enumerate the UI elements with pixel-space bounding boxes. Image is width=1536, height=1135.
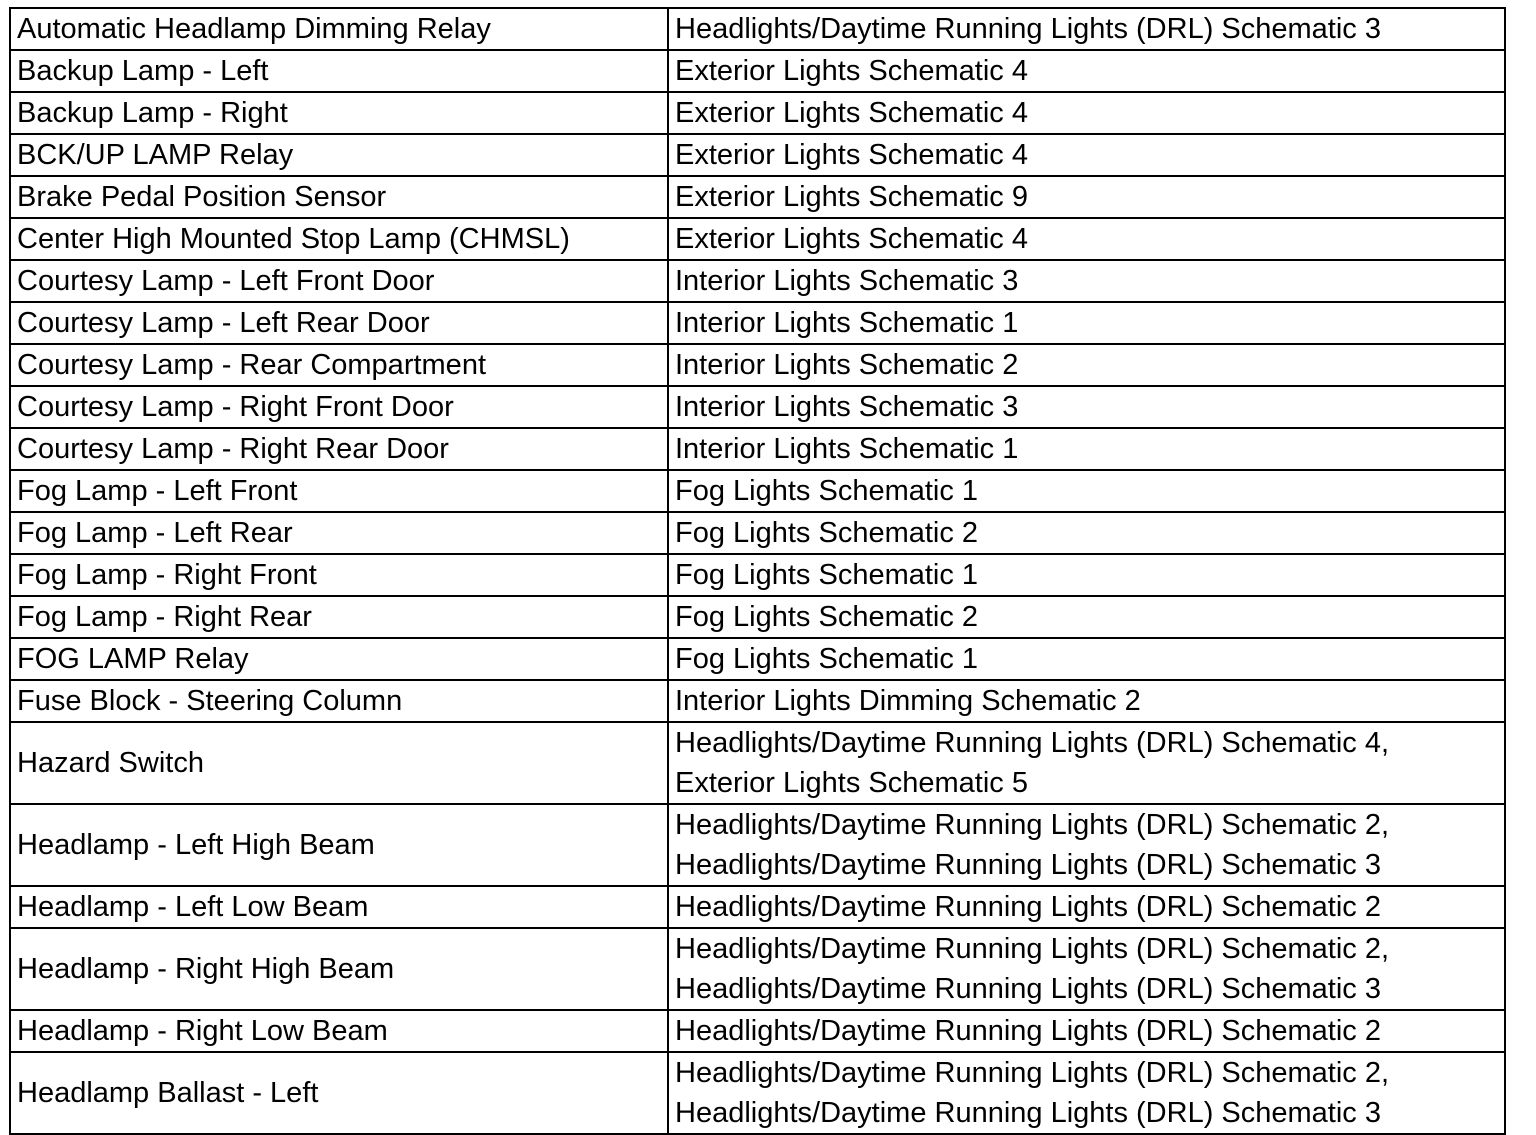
schematic-reference-cell	[668, 470, 1505, 512]
schematic-reference-line: Headlights/Daytime Running Lights (DRL) Schematic 2,	[675, 809, 1390, 841]
component-name-cell: Courtesy Lamp - Right Rear Door	[10, 428, 668, 470]
table-body	[10, 8, 1505, 1134]
component-name-cell: FOG LAMP Relay	[10, 638, 668, 680]
schematic-reference-line: Headlights/Daytime Running Lights (DRL) Schematic 4,	[675, 727, 1390, 759]
component-name-cell: BCK/UP LAMP Relay	[10, 134, 668, 176]
schematic-reference-cell	[668, 50, 1505, 92]
schematic-reference-line: Headlights/Daytime Running Lights (DRL) Schematic 2	[675, 891, 1381, 923]
schematic-reference-cell	[668, 1010, 1505, 1052]
table-row	[10, 428, 1505, 470]
component-name-cell: Courtesy Lamp - Left Rear Door	[10, 302, 668, 344]
schematic-reference-cell	[668, 1052, 1505, 1134]
component-name-cell: Headlamp - Right High Beam	[10, 928, 668, 1010]
component-name-cell: Automatic Headlamp Dimming Relay	[10, 8, 668, 50]
schematic-reference-cell	[668, 176, 1505, 218]
schematic-reference-cell	[668, 218, 1505, 260]
schematic-reference-line: Exterior Lights Schematic 5	[675, 767, 1028, 799]
schematic-reference-line: Exterior Lights Schematic 9	[675, 181, 1028, 213]
table-row	[10, 176, 1505, 218]
table-row	[10, 134, 1505, 176]
schematic-reference-cell	[668, 722, 1505, 804]
schematic-reference-cell	[668, 260, 1505, 302]
table-row	[10, 260, 1505, 302]
table-row	[10, 1052, 1505, 1134]
schematic-reference-line: Fog Lights Schematic 1	[675, 643, 979, 675]
table-row	[10, 302, 1505, 344]
component-name-cell: Backup Lamp - Left	[10, 50, 668, 92]
component-name-cell: Center High Mounted Stop Lamp (CHMSL)	[10, 218, 668, 260]
table-row	[10, 886, 1505, 928]
table-row	[10, 512, 1505, 554]
component-name-cell: Headlamp - Left Low Beam	[10, 886, 668, 928]
component-name-cell: Courtesy Lamp - Right Front Door	[10, 386, 668, 428]
schematic-reference-cell	[668, 8, 1505, 50]
schematic-reference-cell	[668, 886, 1505, 928]
table-row	[10, 50, 1505, 92]
component-name-cell: Headlamp Ballast - Left	[10, 1052, 668, 1134]
schematic-reference-line: Fog Lights Schematic 1	[675, 475, 979, 507]
component-name-cell: Fog Lamp - Left Front	[10, 470, 668, 512]
schematic-reference-cell	[668, 134, 1505, 176]
schematic-reference-cell	[668, 302, 1505, 344]
table-row	[10, 554, 1505, 596]
component-name-cell: Fog Lamp - Right Rear	[10, 596, 668, 638]
schematic-reference-line: Exterior Lights Schematic 4	[675, 55, 1028, 87]
component-name-cell: Headlamp - Right Low Beam	[10, 1010, 668, 1052]
schematic-reference-line: Interior Lights Dimming Schematic 2	[675, 685, 1141, 717]
schematic-reference-cell	[668, 512, 1505, 554]
component-name-cell: Brake Pedal Position Sensor	[10, 176, 668, 218]
schematic-reference-line: Exterior Lights Schematic 4	[675, 139, 1028, 171]
table-row	[10, 470, 1505, 512]
component-name-cell: Fuse Block - Steering Column	[10, 680, 668, 722]
component-location-table	[9, 7, 1506, 1135]
table-row	[10, 1010, 1505, 1052]
component-name-cell: Headlamp - Left High Beam	[10, 804, 668, 886]
schematic-reference-cell	[668, 804, 1505, 886]
table-row	[10, 596, 1505, 638]
table-row	[10, 928, 1505, 1010]
component-name-cell: Courtesy Lamp - Left Front Door	[10, 260, 668, 302]
table-row	[10, 386, 1505, 428]
schematic-reference-line: Interior Lights Schematic 1	[675, 433, 1019, 465]
schematic-reference-cell	[668, 92, 1505, 134]
table-row	[10, 722, 1505, 804]
schematic-reference-line: Headlights/Daytime Running Lights (DRL) Schematic 2	[675, 1015, 1381, 1047]
component-name-cell: Fog Lamp - Right Front	[10, 554, 668, 596]
table-row	[10, 638, 1505, 680]
component-name-cell: Backup Lamp - Right	[10, 92, 668, 134]
schematic-reference-cell	[668, 596, 1505, 638]
table-row	[10, 344, 1505, 386]
component-name-cell: Courtesy Lamp - Rear Compartment	[10, 344, 668, 386]
table-row	[10, 218, 1505, 260]
schematic-reference-line: Headlights/Daytime Running Lights (DRL) Schematic 3	[675, 973, 1381, 1005]
schematic-reference-line: Headlights/Daytime Running Lights (DRL) Schematic 3	[675, 13, 1381, 45]
schematic-reference-cell	[668, 928, 1505, 1010]
schematic-reference-cell	[668, 344, 1505, 386]
schematic-reference-line: Headlights/Daytime Running Lights (DRL) Schematic 2,	[675, 933, 1390, 965]
table-row	[10, 92, 1505, 134]
schematic-reference-line: Headlights/Daytime Running Lights (DRL) Schematic 3	[675, 849, 1381, 881]
schematic-reference-cell	[668, 680, 1505, 722]
schematic-reference-line: Exterior Lights Schematic 4	[675, 97, 1028, 129]
table-row	[10, 680, 1505, 722]
schematic-reference-line: Exterior Lights Schematic 4	[675, 223, 1028, 255]
component-name-cell: Hazard Switch	[10, 722, 668, 804]
schematic-reference-line: Interior Lights Schematic 3	[675, 391, 1019, 423]
schematic-reference-line: Headlights/Daytime Running Lights (DRL) Schematic 3	[675, 1097, 1381, 1129]
schematic-reference-cell	[668, 428, 1505, 470]
schematic-reference-line: Fog Lights Schematic 2	[675, 517, 979, 549]
schematic-reference-line: Fog Lights Schematic 2	[675, 601, 979, 633]
schematic-reference-line: Interior Lights Schematic 1	[675, 307, 1019, 339]
schematic-reference-line: Fog Lights Schematic 1	[675, 559, 979, 591]
schematic-reference-cell	[668, 638, 1505, 680]
schematic-reference-line: Interior Lights Schematic 3	[675, 265, 1019, 297]
schematic-reference-line: Interior Lights Schematic 2	[675, 349, 1019, 381]
table-row	[10, 804, 1505, 886]
schematic-reference-cell	[668, 554, 1505, 596]
schematic-reference-line: Headlights/Daytime Running Lights (DRL) Schematic 2,	[675, 1057, 1390, 1089]
component-name-cell: Fog Lamp - Left Rear	[10, 512, 668, 554]
schematic-reference-cell	[668, 386, 1505, 428]
table-row	[10, 8, 1505, 50]
